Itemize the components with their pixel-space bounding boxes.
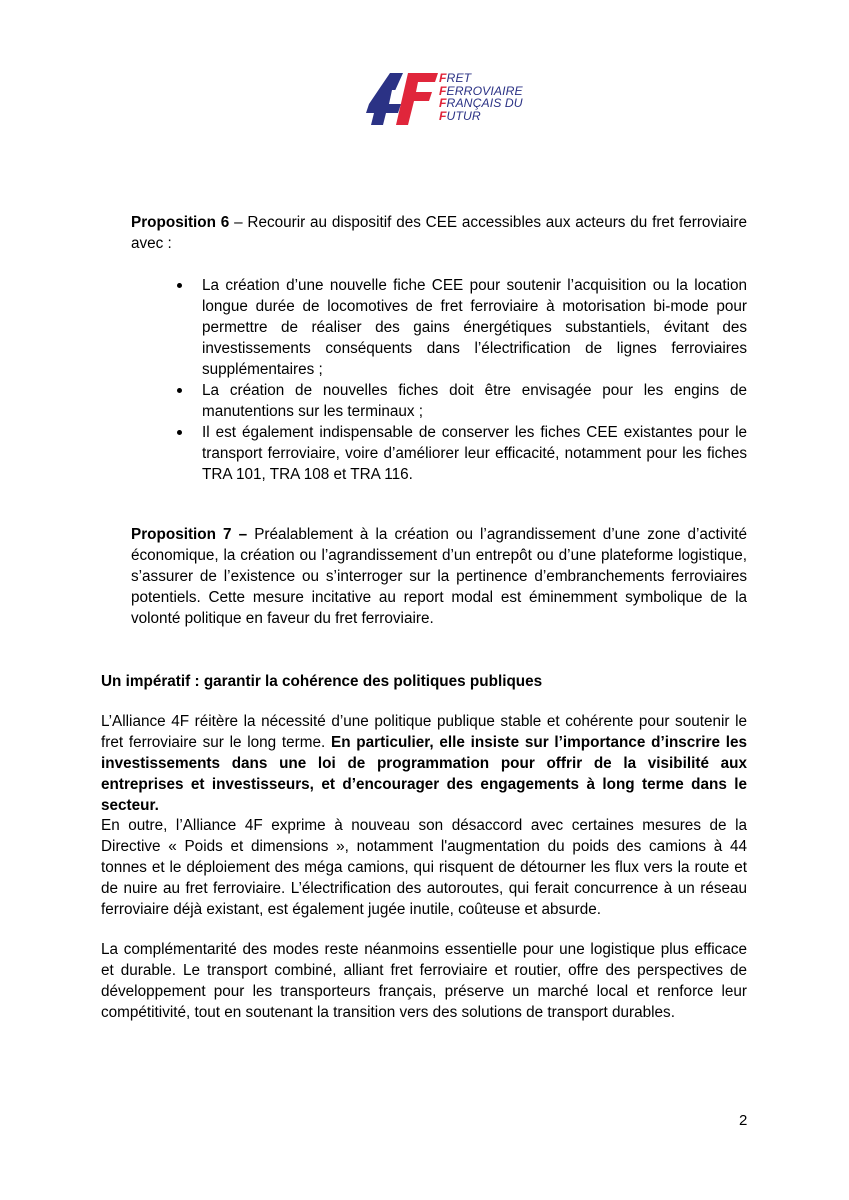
proposition-6-label: Proposition 6: [131, 214, 230, 231]
logo-line-4: FUTUR: [439, 108, 481, 123]
section-heading: Un impératif : garantir la cohérence des politiques publiques: [101, 673, 543, 690]
bullet-item: La création de nouvelles fiches doit être envisagée pour les engins de manutentions sur les terminaux ;: [202, 380, 747, 422]
paragraph-emphasis: En particulier, elle insiste sur l’importance d’inscrire les investissements dans une loi de programmation pour offrir de la visibilité aux entreprises et investisseurs, et d’encourager des engagements à long terme dans le secteur.: [101, 734, 747, 814]
paragraph-directive-disagreement: En outre, l’Alliance 4F exprime à nouveau son désaccord avec certaines mesures de la Directive « Poids et dimensions », notamment l'augmentation du poids des camions à 44 tonnes et le déploiement des méga camions, qui risquent de détourner les flux vers la route et de nuire au fret ferroviaire. L’électrification des autoroutes, qui ferait concurrence à un réseau ferroviaire déjà existant, est également jugée inutile, coûteuse et absurde.: [101, 817, 747, 918]
bullet-icon: [177, 388, 182, 393]
proposition-6-text: – Recourir au dispositif des CEE accessibles aux acteurs du fret ferroviaire avec :: [131, 214, 747, 252]
proposition-6-bullet-list: [202, 275, 747, 485]
bullet-icon: [177, 430, 182, 435]
paragraph-combined-transport: La complémentarité des modes reste néanmoins essentielle pour une logistique plus efficace et durable. Le transport combiné, alliant fret ferroviaire et routier, offre des perspectives de développement pour les transporteurs français, préserve un marché local et renforce leur compétitivité, tout en soutenant la transition vers des solutions de transport durables.: [101, 941, 747, 1021]
logo-line-2: FERROVIAIRE: [439, 83, 523, 98]
logo-line-3: FRANÇAIS DU: [439, 96, 523, 110]
proposition-6: [131, 212, 747, 254]
logo-line-1: FRET: [439, 71, 472, 85]
paragraph-policy-stability: L’Alliance 4F réitère la nécessité d’une politique publique stable et cohérente pour soutenir le fret ferroviaire sur le long terme. En particulier, elle insiste sur l’importance d’inscrire les investissements dans une loi de programmation pour offrir de la visibilité aux entreprises et investisseurs, et d’encourager des engagements à long terme dans le secteur.: [101, 713, 747, 814]
bullet-item: La création d’une nouvelle fiche CEE pour soutenir l’acquisition ou la location longue durée de locomotives de fret ferroviaire à motorisation bi-mode pour permettre de réaliser des gains énergétiques substantiels, évitant des investissements conséquents dans l’électrification de lignes ferroviaires supplémentaires ;: [202, 275, 747, 380]
bullet-icon: [177, 283, 182, 288]
bullet-item: Il est également indispensable de conserver les fiches CEE existantes pour le transport ferroviaire, voire d’améliorer leur efficacité, notamment pour les fiches TRA 101, TRA 108 et TRA 116.: [202, 422, 747, 485]
page-number: 2: [739, 1112, 748, 1129]
proposition-7-text: Préalablement à la création ou l’agrandissement d’une zone d’activité économique, la création ou l’agrandissement d’un entrepôt ou d’une plateforme logistique, s’assurer de l’existence ou s’interroger sur la pertinence d’embranchements ferroviaires potentiels. Cette mesure incitative au report modal est éminemment symbolique de la volonté politique en faveur du fret ferroviaire.: [131, 526, 747, 627]
logo-wordmark: [439, 72, 639, 122]
proposition-7-label: Proposition 7 –: [131, 526, 248, 543]
logo-4f-mark: [366, 70, 444, 126]
proposition-7: [131, 524, 747, 629]
